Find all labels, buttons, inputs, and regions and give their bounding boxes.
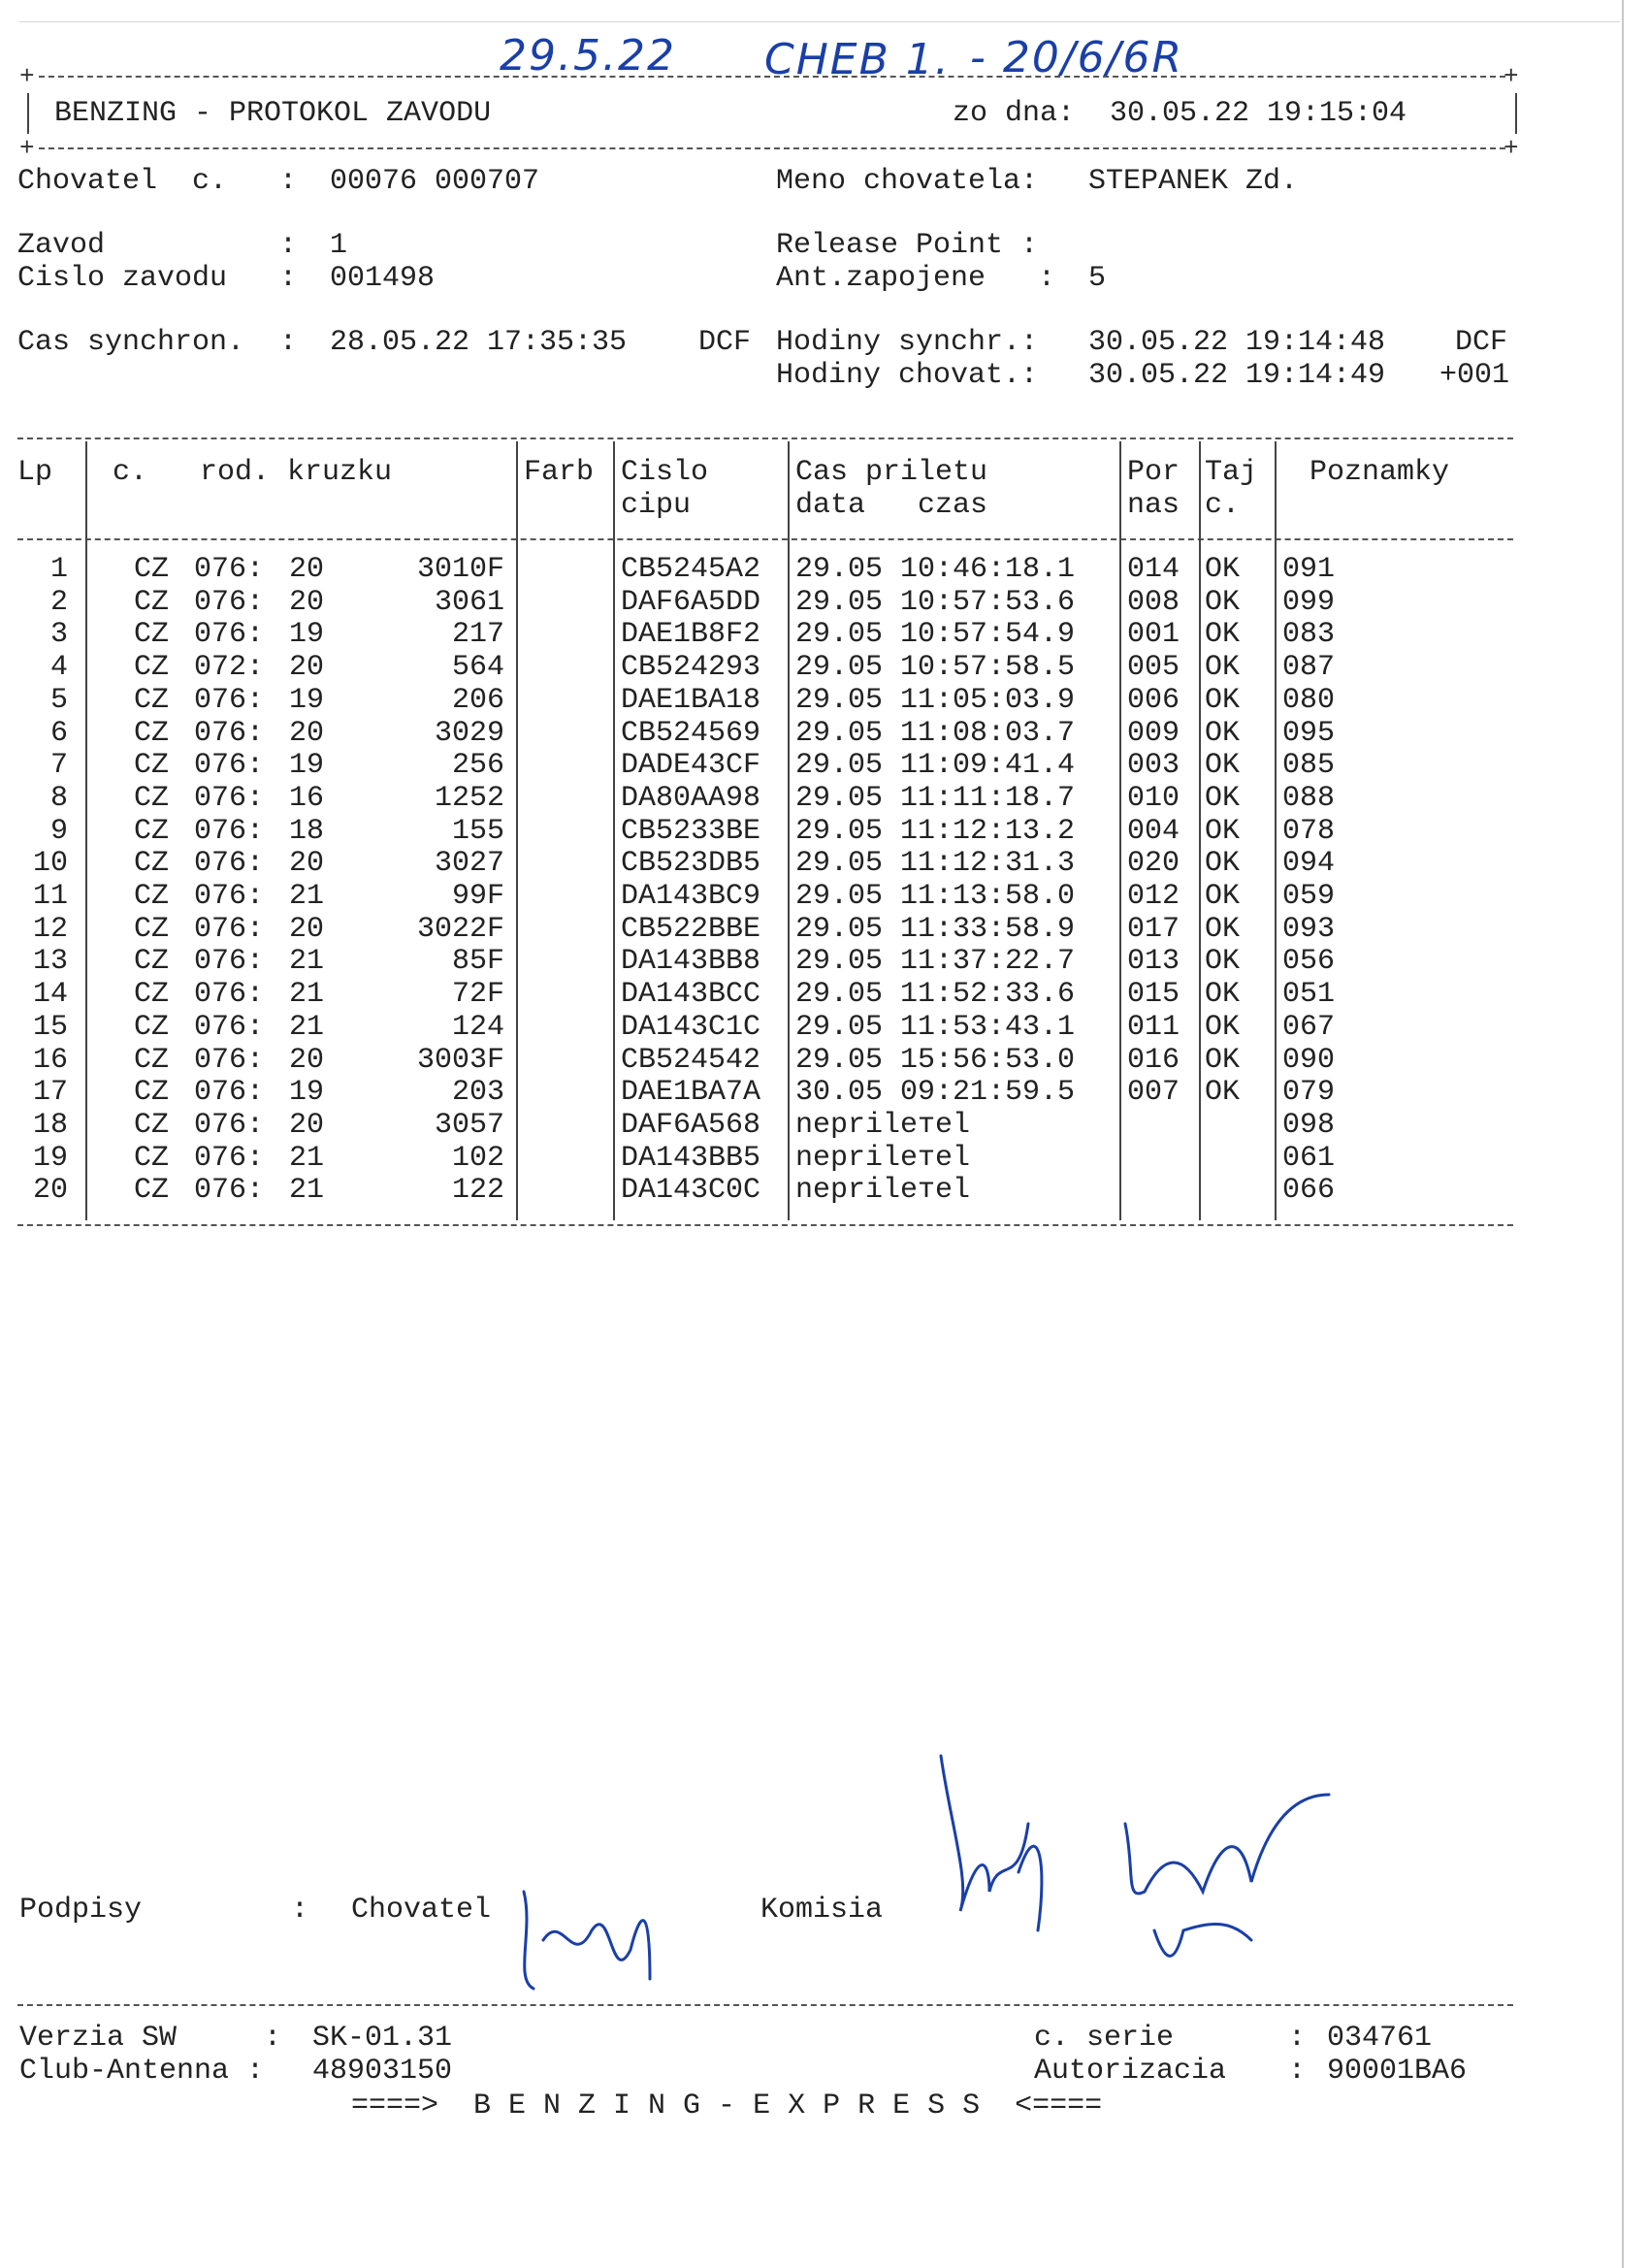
- cell-por: 008: [1127, 585, 1180, 619]
- cell-chip: DA143BCC: [621, 978, 761, 1012]
- cell-country: CZ: [134, 781, 170, 815]
- cell-arrival-time: 29.05 11:12:31.3: [795, 847, 1076, 881]
- cell-arrival-time: 29.05 11:12:13.2: [795, 814, 1076, 848]
- col-header-poznamky: Poznamky: [1310, 456, 1450, 489]
- header-right-border: [1515, 93, 1517, 134]
- cell-country: CZ: [134, 912, 170, 946]
- cell-ring: 85F: [451, 945, 504, 979]
- cell-year: 20: [289, 585, 325, 619]
- cell-por: 004: [1127, 814, 1180, 848]
- col-header-nas: nas: [1127, 489, 1180, 522]
- col-header-data-czas: data czas: [795, 489, 988, 522]
- cell-poznamky: 091: [1282, 553, 1336, 586]
- cell-taj: OK: [1205, 585, 1241, 619]
- cell-arrival-time: 29.05 11:05:03.9: [795, 683, 1076, 717]
- cell-country: CZ: [134, 651, 170, 685]
- cell-chip: DA143C1C: [621, 1010, 761, 1044]
- box-corner: +: [19, 134, 35, 163]
- table-top-border: [17, 437, 1513, 439]
- cell-taj: OK: [1205, 814, 1241, 848]
- cell-ring: 3061: [434, 585, 504, 619]
- meno-value: STEPANEK Zd.: [1088, 165, 1299, 198]
- cell-org: 076:: [194, 683, 265, 717]
- zavod-label: Zavod :: [17, 229, 298, 262]
- cell-country: CZ: [134, 1010, 170, 1044]
- cell-arrival-time: 29.05 10:57:54.9: [795, 618, 1076, 652]
- col-separator: [516, 441, 518, 1220]
- hodiny-chovat-offset: +001: [1439, 359, 1510, 392]
- cell-taj: OK: [1205, 912, 1241, 946]
- cell-taj: OK: [1205, 880, 1241, 913]
- cell-por: 014: [1127, 553, 1180, 586]
- col-header-cas: Cas priletu: [795, 456, 988, 489]
- cell-year: 20: [289, 1108, 325, 1142]
- cell-poznamky: 080: [1282, 683, 1336, 717]
- cislo-zavodu-value: 001498: [330, 262, 436, 295]
- cell-year: 19: [289, 749, 325, 783]
- cell-ring: 155: [451, 814, 504, 848]
- cell-ring: 3057: [434, 1108, 504, 1142]
- cell-lp: 17: [32, 1076, 68, 1110]
- club-label: Club-Antenna :: [19, 2055, 265, 2088]
- cell-taj: OK: [1205, 553, 1241, 586]
- cell-poznamky: 061: [1282, 1141, 1336, 1175]
- cell-lp: 14: [32, 978, 68, 1012]
- cell-chip: DA143BB5: [621, 1141, 761, 1175]
- verzia-label: Verzia SW :: [19, 2022, 282, 2055]
- cell-country: CZ: [134, 814, 170, 848]
- table-bottom-border: [17, 1224, 1513, 1226]
- cell-por: 003: [1127, 749, 1180, 783]
- cell-arrival-time: 29.05 10:57:58.5: [795, 651, 1076, 685]
- cell-taj: OK: [1205, 683, 1241, 717]
- cell-org: 076:: [194, 585, 265, 619]
- ant-value: 5: [1088, 262, 1107, 295]
- cell-year: 21: [289, 1174, 325, 1208]
- col-header-lp: Lp: [17, 456, 53, 489]
- cell-chip: DAF6A5DD: [621, 585, 761, 619]
- cell-lp: 3: [49, 618, 68, 652]
- cell-taj: OK: [1205, 749, 1241, 783]
- cell-arrival-time: 30.05 09:21:59.5: [795, 1076, 1076, 1110]
- cell-org: 076:: [194, 781, 265, 815]
- cell-chip: CB522BBE: [621, 912, 761, 946]
- col-separator: [788, 441, 790, 1220]
- cell-chip: DAF6A568: [621, 1108, 761, 1142]
- cislo-zavodu-label: Cislo zavodu :: [17, 262, 298, 295]
- cell-taj: OK: [1205, 618, 1241, 652]
- cell-arrival-time: 29.05 11:52:33.6: [795, 978, 1076, 1012]
- cell-lp: 12: [32, 912, 68, 946]
- footer-border: [17, 2004, 1513, 2006]
- cell-country: CZ: [134, 1174, 170, 1208]
- cell-taj: OK: [1205, 781, 1241, 815]
- scan-edge-top: [19, 21, 1620, 22]
- cell-lp: 5: [49, 683, 68, 717]
- cell-lp: 9: [49, 814, 68, 848]
- cell-country: CZ: [134, 553, 170, 586]
- cell-org: 076:: [194, 1141, 265, 1175]
- cell-country: CZ: [134, 716, 170, 750]
- cell-ring: 72F: [451, 978, 504, 1012]
- cell-ring: 122: [451, 1174, 504, 1208]
- handwritten-location: CHEB 1.: [764, 35, 951, 84]
- chovatel-signature-label: Chovatel: [351, 1894, 492, 1927]
- header-bottom-border: [39, 147, 1505, 149]
- cell-taj: OK: [1205, 978, 1241, 1012]
- cell-poznamky: 098: [1282, 1108, 1336, 1142]
- cell-year: 21: [289, 1010, 325, 1044]
- cell-ring: 217: [451, 618, 504, 652]
- chovatel-signature: [504, 1872, 679, 2018]
- cell-poznamky: 079: [1282, 1076, 1336, 1110]
- hodiny-synchr-value: 30.05.22 19:14:48: [1088, 326, 1386, 359]
- zavod-value: 1: [330, 229, 348, 262]
- cell-org: 076:: [194, 749, 265, 783]
- cell-arrival-time: neprilетel: [795, 1108, 971, 1142]
- cell-ring: 99F: [451, 880, 504, 913]
- cell-year: 20: [289, 912, 325, 946]
- cell-year: 20: [289, 847, 325, 881]
- handwritten-ratio: - 20/6/6R: [970, 33, 1184, 82]
- cell-lp: 18: [32, 1108, 68, 1142]
- cell-chip: CB524542: [621, 1043, 761, 1077]
- col-header-cipu: cipu: [621, 489, 692, 522]
- cell-chip: DA80AA98: [621, 781, 761, 815]
- cell-country: CZ: [134, 1076, 170, 1110]
- col-header-taj: Taj: [1205, 456, 1258, 489]
- cell-org: 076:: [194, 945, 265, 979]
- box-corner: +: [19, 62, 35, 91]
- cell-org: 076:: [194, 1076, 265, 1110]
- col-separator: [1199, 441, 1201, 1220]
- cell-org: 076:: [194, 912, 265, 946]
- cell-chip: DAE1B8F2: [621, 618, 761, 652]
- cell-chip: DA143BC9: [621, 880, 761, 913]
- cell-org: 076:: [194, 618, 265, 652]
- serie-colon: :: [1288, 2022, 1307, 2055]
- cell-por: 013: [1127, 945, 1180, 979]
- table-header-border: [17, 538, 1513, 540]
- cell-poznamky: 078: [1282, 814, 1336, 848]
- chovatel-label: Chovatel c. :: [17, 165, 298, 198]
- cell-org: 076:: [194, 1043, 265, 1077]
- cell-poznamky: 083: [1282, 618, 1336, 652]
- cas-synchron-label: Cas synchron. :: [17, 326, 298, 359]
- cell-lp: 11: [32, 880, 68, 913]
- cell-year: 19: [289, 683, 325, 717]
- cell-year: 20: [289, 553, 325, 586]
- cell-year: 21: [289, 1141, 325, 1175]
- cell-country: CZ: [134, 847, 170, 881]
- cell-taj: OK: [1205, 1076, 1241, 1110]
- cell-country: CZ: [134, 1141, 170, 1175]
- cell-year: 20: [289, 716, 325, 750]
- cell-country: CZ: [134, 1043, 170, 1077]
- cell-year: 21: [289, 945, 325, 979]
- release-label: Release Point :: [776, 229, 1039, 262]
- cell-lp: 6: [49, 716, 68, 750]
- cell-por: 009: [1127, 716, 1180, 750]
- cell-poznamky: 093: [1282, 912, 1336, 946]
- cell-por: 007: [1127, 1076, 1180, 1110]
- serie-value: 034761: [1327, 2022, 1433, 2055]
- cell-org: 076:: [194, 814, 265, 848]
- cell-ring: 3027: [434, 847, 504, 881]
- cell-ring: 3022F: [416, 912, 504, 946]
- col-header-tajc: c.: [1205, 489, 1241, 522]
- cell-poznamky: 088: [1282, 781, 1336, 815]
- cell-ring: 3029: [434, 716, 504, 750]
- cell-poznamky: 056: [1282, 945, 1336, 979]
- cell-arrival-time: 29.05 11:13:58.0: [795, 880, 1076, 913]
- cell-poznamky: 051: [1282, 978, 1336, 1012]
- podpisy-colon: :: [291, 1894, 309, 1927]
- cell-chip: DAE1BA7A: [621, 1076, 761, 1110]
- cell-lp: 2: [49, 585, 68, 619]
- cell-por: 015: [1127, 978, 1180, 1012]
- cell-ring: 564: [451, 651, 504, 685]
- cell-year: 19: [289, 618, 325, 652]
- cell-org: 076:: [194, 880, 265, 913]
- col-header-farb: Farb: [524, 456, 595, 489]
- autorizacia-label: Autorizacia: [1034, 2055, 1227, 2088]
- cell-por: 010: [1127, 781, 1180, 815]
- cell-taj: OK: [1205, 716, 1241, 750]
- cell-por: 020: [1127, 847, 1180, 881]
- hodiny-synchr-label: Hodiny synchr.:: [776, 326, 1039, 359]
- cell-country: CZ: [134, 683, 170, 717]
- cell-lp: 10: [32, 847, 68, 881]
- report-date-value: 30.05.22 19:15:04: [1110, 97, 1407, 130]
- cell-lp: 19: [32, 1141, 68, 1175]
- cell-ring: 1252: [434, 781, 504, 815]
- cell-year: 16: [289, 781, 325, 815]
- cell-por: 005: [1127, 651, 1180, 685]
- cell-lp: 4: [49, 651, 68, 685]
- podpisy-label: Podpisy: [19, 1894, 143, 1927]
- ant-label: Ant.zapojene :: [776, 262, 1056, 295]
- cell-country: CZ: [134, 585, 170, 619]
- cell-arrival-time: 29.05 11:53:43.1: [795, 1010, 1076, 1044]
- report-date-label: zo dna:: [953, 97, 1076, 130]
- box-corner: +: [1504, 62, 1519, 91]
- cell-poznamky: 066: [1282, 1174, 1336, 1208]
- cell-org: 076:: [194, 553, 265, 586]
- cell-lp: 16: [32, 1043, 68, 1077]
- cell-chip: CB5245A2: [621, 553, 761, 586]
- cell-ring: 206: [451, 683, 504, 717]
- cell-poznamky: 067: [1282, 1010, 1336, 1044]
- cell-chip: DAE1BA18: [621, 683, 761, 717]
- header-left-border: [27, 93, 29, 134]
- cell-arrival-time: neprilетel: [795, 1141, 971, 1175]
- benzing-express-banner: ====> B E N Z I N G - E X P R E S S <====: [351, 2090, 1103, 2122]
- cell-chip: CB524569: [621, 716, 761, 750]
- cell-poznamky: 095: [1282, 716, 1336, 750]
- cell-org: 076:: [194, 1010, 265, 1044]
- cell-poznamky: 085: [1282, 749, 1336, 783]
- cell-ring: 102: [451, 1141, 504, 1175]
- cell-por: 006: [1127, 683, 1180, 717]
- cell-year: 20: [289, 1043, 325, 1077]
- autorizacia-value: 90001BA6: [1327, 2055, 1468, 2088]
- cell-arrival-time: neprilетel: [795, 1174, 971, 1208]
- serie-label: c. serie: [1034, 2022, 1175, 2055]
- cell-year: 19: [289, 1076, 325, 1110]
- meno-label: Meno chovatela:: [776, 165, 1039, 198]
- hodiny-chovat-value: 30.05.22 19:14:49: [1088, 359, 1386, 392]
- cell-country: CZ: [134, 1108, 170, 1142]
- autorizacia-colon: :: [1288, 2055, 1307, 2088]
- col-separator: [85, 441, 87, 1220]
- col-separator: [1275, 441, 1277, 1220]
- cell-por: 011: [1127, 1010, 1180, 1044]
- club-value: 48903150: [312, 2055, 453, 2088]
- cell-country: CZ: [134, 945, 170, 979]
- cell-taj: OK: [1205, 945, 1241, 979]
- cell-chip: DA143C0C: [621, 1174, 761, 1208]
- cell-year: 20: [289, 651, 325, 685]
- cell-org: 076:: [194, 716, 265, 750]
- cell-country: CZ: [134, 978, 170, 1012]
- cell-org: 076:: [194, 1108, 265, 1142]
- cell-org: 076:: [194, 978, 265, 1012]
- col-header-por: Por: [1127, 456, 1180, 489]
- cell-ring: 3003F: [416, 1043, 504, 1077]
- cas-synchron-source: DCF: [698, 326, 752, 359]
- cell-arrival-time: 29.05 11:11:18.7: [795, 781, 1076, 815]
- cell-taj: OK: [1205, 1043, 1241, 1077]
- cell-country: CZ: [134, 749, 170, 783]
- cell-arrival-time: 29.05 11:37:22.7: [795, 945, 1076, 979]
- col-header-cislo: Cislo: [621, 456, 709, 489]
- verzia-value: SK-01.31: [312, 2022, 453, 2055]
- cell-year: 21: [289, 978, 325, 1012]
- cas-synchron-value: 28.05.22 17:35:35: [330, 326, 628, 359]
- cell-chip: DADE43CF: [621, 749, 761, 783]
- box-corner: +: [1504, 134, 1519, 163]
- header-top-border: [39, 76, 1505, 78]
- col-separator: [613, 441, 615, 1220]
- komisia-signature-label: Komisia: [760, 1894, 884, 1927]
- cell-por: 012: [1127, 880, 1180, 913]
- cell-lp: 7: [49, 749, 68, 783]
- cell-year: 18: [289, 814, 325, 848]
- cell-year: 21: [289, 880, 325, 913]
- cell-taj: OK: [1205, 651, 1241, 685]
- cell-arrival-time: 29.05 15:56:53.0: [795, 1043, 1076, 1077]
- cell-poznamky: 094: [1282, 847, 1336, 881]
- cell-poznamky: 090: [1282, 1043, 1336, 1077]
- hodiny-synchr-source: DCF: [1455, 326, 1508, 359]
- cell-ring: 124: [451, 1010, 504, 1044]
- scan-edge: [1622, 0, 1624, 2268]
- cell-lp: 1: [49, 553, 68, 586]
- cell-ring: 203: [451, 1076, 504, 1110]
- cell-lp: 20: [32, 1174, 68, 1208]
- cell-por: 016: [1127, 1043, 1180, 1077]
- cell-country: CZ: [134, 880, 170, 913]
- cell-taj: OK: [1205, 847, 1241, 881]
- cell-arrival-time: 29.05 10:46:18.1: [795, 553, 1076, 586]
- cell-lp: 13: [32, 945, 68, 979]
- cell-chip: CB5233BE: [621, 814, 761, 848]
- komisia-signature: [931, 1736, 1397, 1989]
- cell-org: 072:: [194, 651, 265, 685]
- cell-org: 076:: [194, 847, 265, 881]
- col-header-kruzok: c. rod. kruzku: [113, 456, 393, 489]
- cell-por: 017: [1127, 912, 1180, 946]
- cell-lp: 15: [32, 1010, 68, 1044]
- cell-chip: DA143BB8: [621, 945, 761, 979]
- cell-poznamky: 099: [1282, 585, 1336, 619]
- chovatel-value: 00076 000707: [330, 165, 540, 198]
- col-separator: [1119, 441, 1121, 1220]
- cell-lp: 8: [49, 781, 68, 815]
- cell-arrival-time: 29.05 11:08:03.7: [795, 716, 1076, 750]
- handwritten-date: 29.5.22: [500, 31, 676, 81]
- cell-org: 076:: [194, 1174, 265, 1208]
- cell-arrival-time: 29.05 10:57:53.6: [795, 585, 1076, 619]
- page-title: BENZING - PROTOKOL ZAVODU: [54, 97, 492, 130]
- hodiny-chovat-label: Hodiny chovat.:: [776, 359, 1039, 392]
- cell-arrival-time: 29.05 11:33:58.9: [795, 912, 1076, 946]
- cell-poznamky: 059: [1282, 880, 1336, 913]
- cell-chip: CB523DB5: [621, 847, 761, 881]
- cell-ring: 3010F: [416, 553, 504, 586]
- cell-taj: OK: [1205, 1010, 1241, 1044]
- cell-country: CZ: [134, 618, 170, 652]
- cell-por: 001: [1127, 618, 1180, 652]
- cell-poznamky: 087: [1282, 651, 1336, 685]
- cell-ring: 256: [451, 749, 504, 783]
- cell-chip: CB524293: [621, 651, 761, 685]
- cell-arrival-time: 29.05 11:09:41.4: [795, 749, 1076, 783]
